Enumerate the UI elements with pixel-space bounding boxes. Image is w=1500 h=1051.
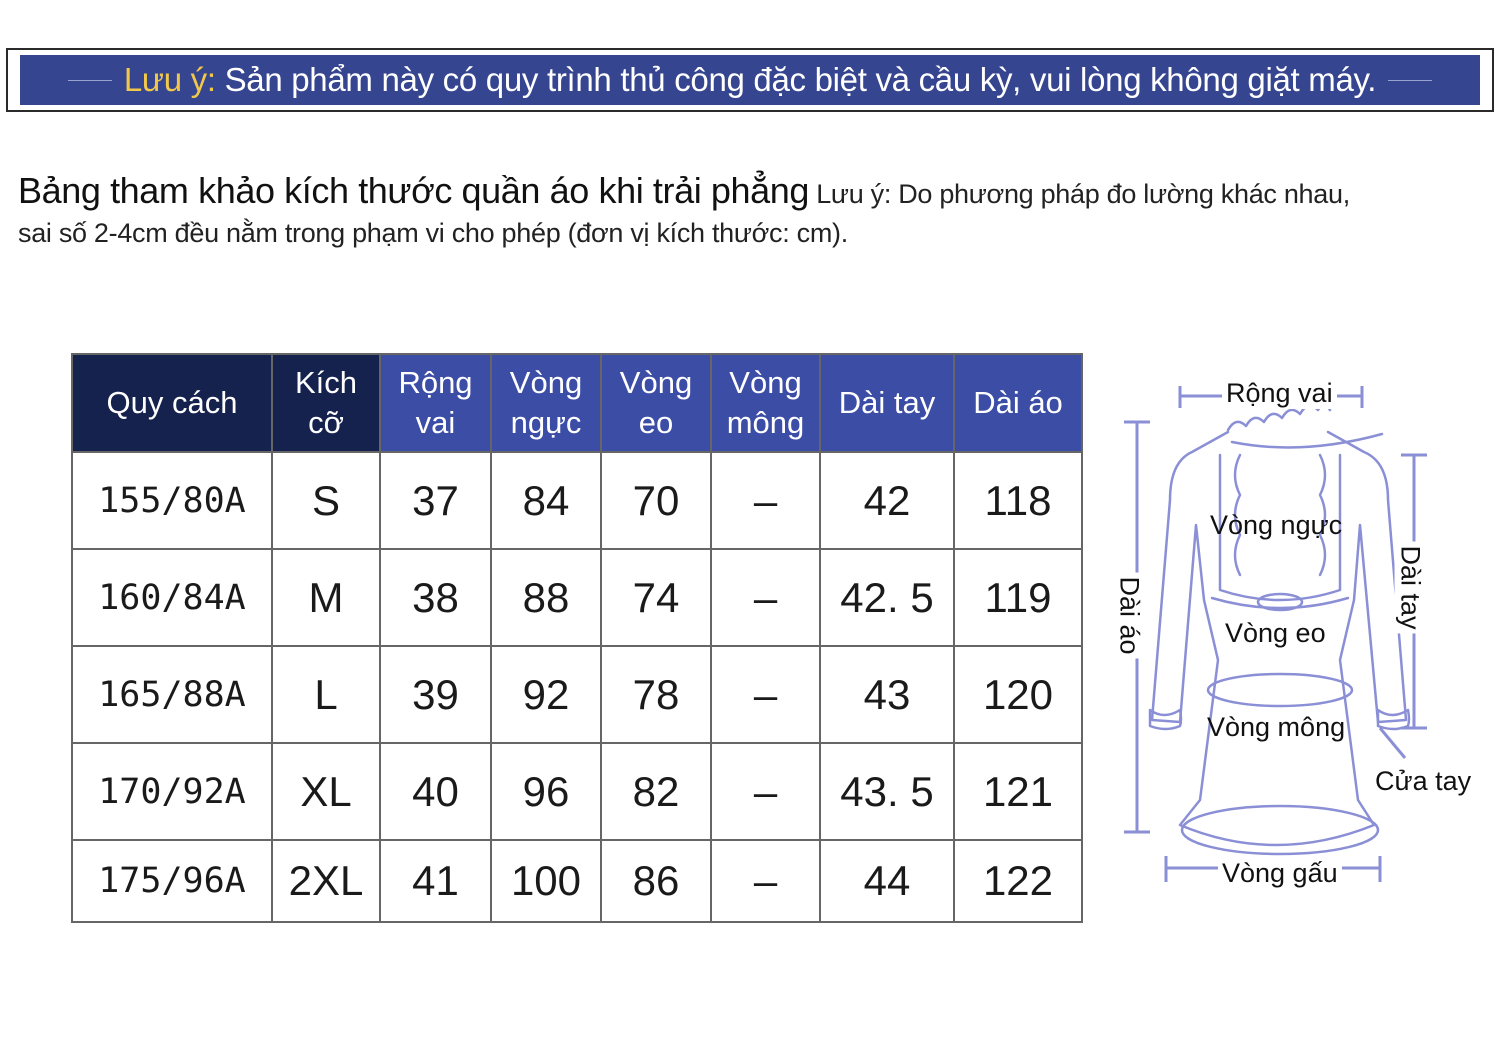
header-shoulder: Rộng vai [380, 354, 491, 452]
cell-length: 120 [954, 646, 1082, 743]
garment-diagram [1100, 360, 1490, 920]
cell-hip: – [711, 452, 820, 549]
cell-spec: 170/92A [72, 743, 272, 840]
cell-spec: 165/88A [72, 646, 272, 743]
cell-shoulder: 40 [380, 743, 491, 840]
table-row [72, 840, 1082, 922]
cell-bust: 100 [491, 840, 601, 922]
cell-shoulder: 38 [380, 549, 491, 646]
header-length: Dài áo [954, 354, 1082, 452]
table-row [72, 646, 1082, 743]
header-waist: Vòng eo [601, 354, 711, 452]
table-row [72, 549, 1082, 646]
table-row [72, 743, 1082, 840]
cell-length: 119 [954, 549, 1082, 646]
cell-sleeve: 43 [820, 646, 954, 743]
cell-size: M [272, 549, 380, 646]
label-hip: Vòng mông [1207, 712, 1346, 742]
cell-shoulder: 41 [380, 840, 491, 922]
cell-hip: – [711, 646, 820, 743]
cell-size: L [272, 646, 380, 743]
notice-prefix: Lưu ý: [123, 61, 216, 98]
cell-length: 118 [954, 452, 1082, 549]
cell-bust: 88 [491, 549, 601, 646]
cell-spec: 160/84A [72, 549, 272, 646]
notice-body: Sản phẩm này có quy trình thủ công đặc biệt và cầu kỳ, vui lòng không giặt máy. [215, 61, 1377, 98]
table-row [72, 452, 1082, 549]
cell-length: 122 [954, 840, 1082, 922]
label-shoulder: Rộng vai [1222, 378, 1337, 409]
cell-size: 2XL [272, 840, 380, 922]
table-header-row [72, 354, 1082, 452]
cell-sleeve: 43. 5 [820, 743, 954, 840]
cell-hip: – [711, 743, 820, 840]
cell-shoulder: 37 [380, 452, 491, 549]
cell-waist: 74 [601, 549, 711, 646]
cell-bust: 92 [491, 646, 601, 743]
cell-size: XL [272, 743, 380, 840]
header-hip: Vòng mông [711, 354, 820, 452]
header-sleeve: Dài tay [820, 354, 954, 452]
cell-shoulder: 39 [380, 646, 491, 743]
cell-spec: 175/96A [72, 840, 272, 922]
label-length: Dài áo [1114, 572, 1145, 658]
label-hem: Vòng gấu [1218, 858, 1342, 889]
cell-hip: – [711, 549, 820, 646]
size-table [71, 353, 1083, 923]
cell-bust: 96 [491, 743, 601, 840]
notice-divider-right [1388, 80, 1432, 81]
notice-text [124, 61, 1376, 99]
label-cuff: Cửa tay [1375, 766, 1472, 796]
cell-size: S [272, 452, 380, 549]
notice-divider-left [68, 80, 112, 81]
header-size: Kích cỡ [272, 354, 380, 452]
cell-waist: 70 [601, 452, 711, 549]
size-chart-heading [18, 170, 1478, 249]
notice-banner [6, 48, 1494, 112]
label-waist: Vòng eo [1225, 618, 1326, 648]
cell-sleeve: 44 [820, 840, 954, 922]
cell-waist: 86 [601, 840, 711, 922]
cell-waist: 82 [601, 743, 711, 840]
header-bust: Vòng ngực [491, 354, 601, 452]
heading-title: Bảng tham khảo kích thước quần áo khi trải phẳng [18, 170, 810, 211]
heading-note-line2: sai số 2-4cm đều nằm trong phạm vi cho phép (đơn vị kích thước: cm). [18, 218, 848, 248]
cell-length: 121 [954, 743, 1082, 840]
cell-hip: – [711, 840, 820, 922]
cell-sleeve: 42 [820, 452, 954, 549]
cell-waist: 78 [601, 646, 711, 743]
cell-spec: 155/80A [72, 452, 272, 549]
notice-bar [20, 55, 1480, 105]
label-bust: Vòng ngực [1210, 510, 1343, 540]
header-spec: Quy cách [72, 354, 272, 452]
heading-note-line1: Lưu ý: Do phương pháp đo lường khác nhau, [809, 179, 1350, 209]
label-sleeve: Dài tay [1395, 541, 1426, 633]
cell-bust: 84 [491, 452, 601, 549]
cell-sleeve: 42. 5 [820, 549, 954, 646]
